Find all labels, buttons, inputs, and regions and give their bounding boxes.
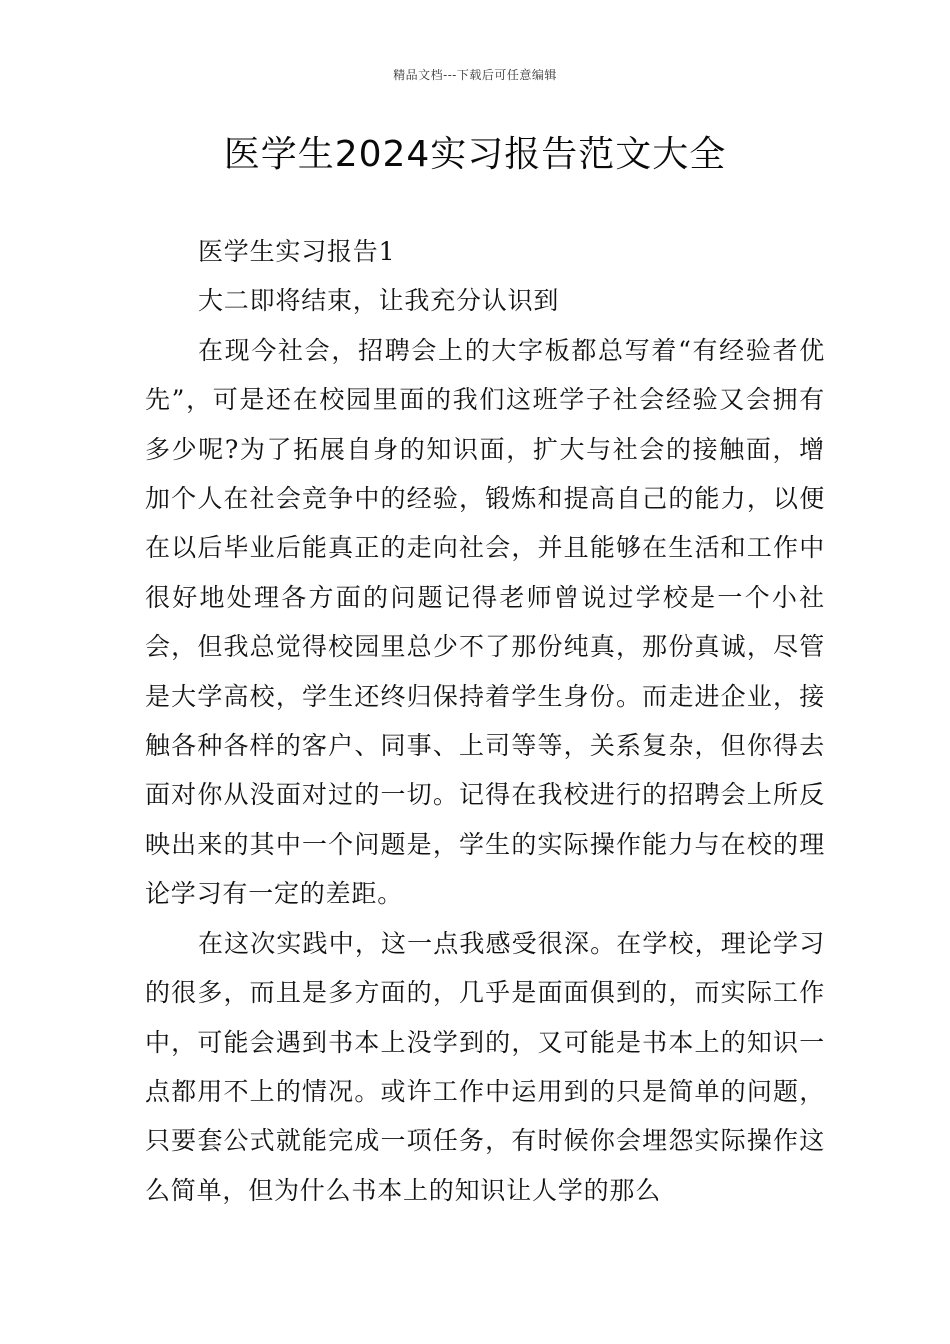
header-note: 精品文档---下载后可任意编辑 [393, 68, 557, 82]
section-heading: 医学生实习报告1 [198, 237, 396, 266]
body-paragraph: 在这次实践中，这一点我感受很深。在学校，理论学习的很多，而且是多方面的，几乎是面面俱到的，而实际工作中，可能会遇到书本上没学到的，又可能是书本上的知识一点都用不上的情况。或许工作中运用到的只是简单的问题，只要套公式就能完成一项任务，有时候你会埋怨实际操作这么简单，但为什么书本上的知识让人学的那么 [145, 928, 825, 1205]
document-body [145, 227, 825, 1215]
body-paragraph: 大二即将结束，让我充分认识到 [198, 286, 560, 316]
document-title: 医学生2024实习报告范文大全 [223, 134, 727, 175]
body-paragraph: 在现今社会，招聘会上的大字板都总写着“有经验者优先”，可是还在校园里面的我们这班学子社会经验又会拥有多少呢?为了拓展自身的知识面，扩大与社会的接触面，增加个人在社会竞争中的经验，锻炼和提高自己的能力，以便在以后毕业后能真正的走向社会，并且能够在生活和工作中很好地处理各方面的问题记得老师曾说过学校是一个小社会，但我总觉得校园里总少不了那份纯真，那份真诚，尽管是大学高校，学生还终归保持着学生身份。而走进企业，接触各种各样的客户、同事、上司等等，关系复杂，但你得去面对你从没面对过的一切。记得在我校进行的招聘会上所反映出来的其中一个问题是，学生的实际操作能力与在校的理论学习有一定的差距。 [145, 335, 825, 909]
